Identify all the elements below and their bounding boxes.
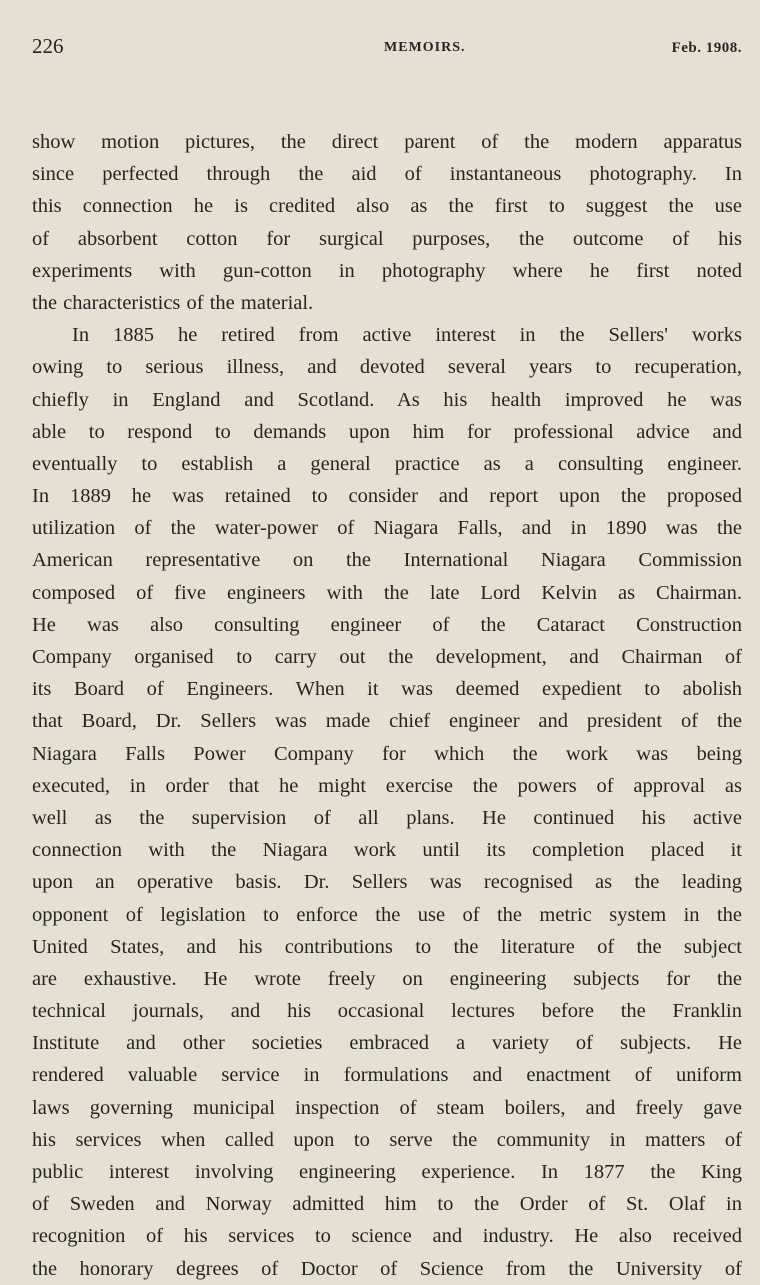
text-line: its Board of Engineers. When it was deemed expedient to abolish xyxy=(32,678,742,701)
text-line: the honorary degrees of Doctor of Science from the University of xyxy=(32,1257,742,1280)
text-line: public interest involving engineering experience. In 1877 the King xyxy=(32,1161,742,1183)
text-line: his services when called upon to serve the community in matters of xyxy=(32,1128,742,1151)
text-line: eventually to establish a general practice as a consulting engineer. xyxy=(32,452,742,475)
text-line: laws governing municipal inspection of steam boilers, and freely gave xyxy=(32,1096,742,1119)
text-line: utilization of the water-power of Niagara Falls, and in 1890 was the xyxy=(32,517,742,540)
running-header xyxy=(32,34,742,64)
text-line: well as the supervision of all plans. He continued his active xyxy=(32,806,742,829)
body-text xyxy=(32,126,742,1285)
text-line: Niagara Falls Power Company for which the work was being xyxy=(32,742,742,765)
text-line: this connection he is credited also as the first to suggest the use xyxy=(32,195,742,218)
text-line: Institute and other societies embraced a variety of subjects. He xyxy=(32,1032,742,1055)
text-line: technical journals, and his occasional lectures before the Franklin xyxy=(32,1000,742,1023)
running-title: MEMOIRS. xyxy=(384,40,466,55)
text-line: composed of five engineers with the late Lord Kelvin as Chairman. xyxy=(32,581,742,604)
text-line: able to respond to demands upon him for professional advice and xyxy=(32,420,742,443)
text-line: United States, and his contributions to the literature of the subject xyxy=(32,935,742,958)
text-line: In 1885 he retired from active interest in the Sellers' works xyxy=(72,324,742,347)
text-line: Company organised to carry out the development, and Chairman of xyxy=(32,646,742,668)
page-number: 226 xyxy=(32,34,64,58)
text-line: upon an operative basis. Dr. Sellers was recognised as the leading xyxy=(32,871,742,894)
text-line: American representative on the International Niagara Commission xyxy=(32,549,742,572)
text-line: connection with the Niagara work until its completion placed it xyxy=(32,839,742,862)
text-line: the characteristics of the material. xyxy=(32,291,314,314)
text-line: are exhaustive. He wrote freely on engineering subjects for the xyxy=(32,967,742,990)
text-line: since perfected through the aid of instantaneous photography. In xyxy=(32,163,742,186)
text-line: He was also consulting engineer of the Cataract Construction xyxy=(32,613,742,636)
text-line: of absorbent cotton for surgical purposes, the outcome of his xyxy=(32,227,742,250)
text-line: recognition of his services to science and industry. He also received xyxy=(32,1225,742,1248)
text-line: opponent of legislation to enforce the use of the metric system in the xyxy=(32,903,742,926)
text-line: executed, in order that he might exercise the powers of approval as xyxy=(32,774,742,797)
text-line: show motion pictures, the direct parent of the modern apparatus xyxy=(32,131,742,153)
running-date: Feb. 1908. xyxy=(671,40,742,56)
text-line: of Sweden and Norway admitted him to the Order of St. Olaf in xyxy=(32,1193,742,1216)
text-line: experiments with gun-cotton in photography where he first noted xyxy=(32,259,742,282)
text-line: that Board, Dr. Sellers was made chief engineer and president of the xyxy=(32,710,742,733)
text-line: owing to serious illness, and devoted several years to recuperation, xyxy=(32,356,742,379)
text-line: In 1889 he was retained to consider and report upon the proposed xyxy=(32,485,742,508)
text-line: rendered valuable service in formulations and enactment of uniform xyxy=(32,1064,742,1087)
text-line: chiefly in England and Scotland. As his health improved he was xyxy=(32,388,742,411)
